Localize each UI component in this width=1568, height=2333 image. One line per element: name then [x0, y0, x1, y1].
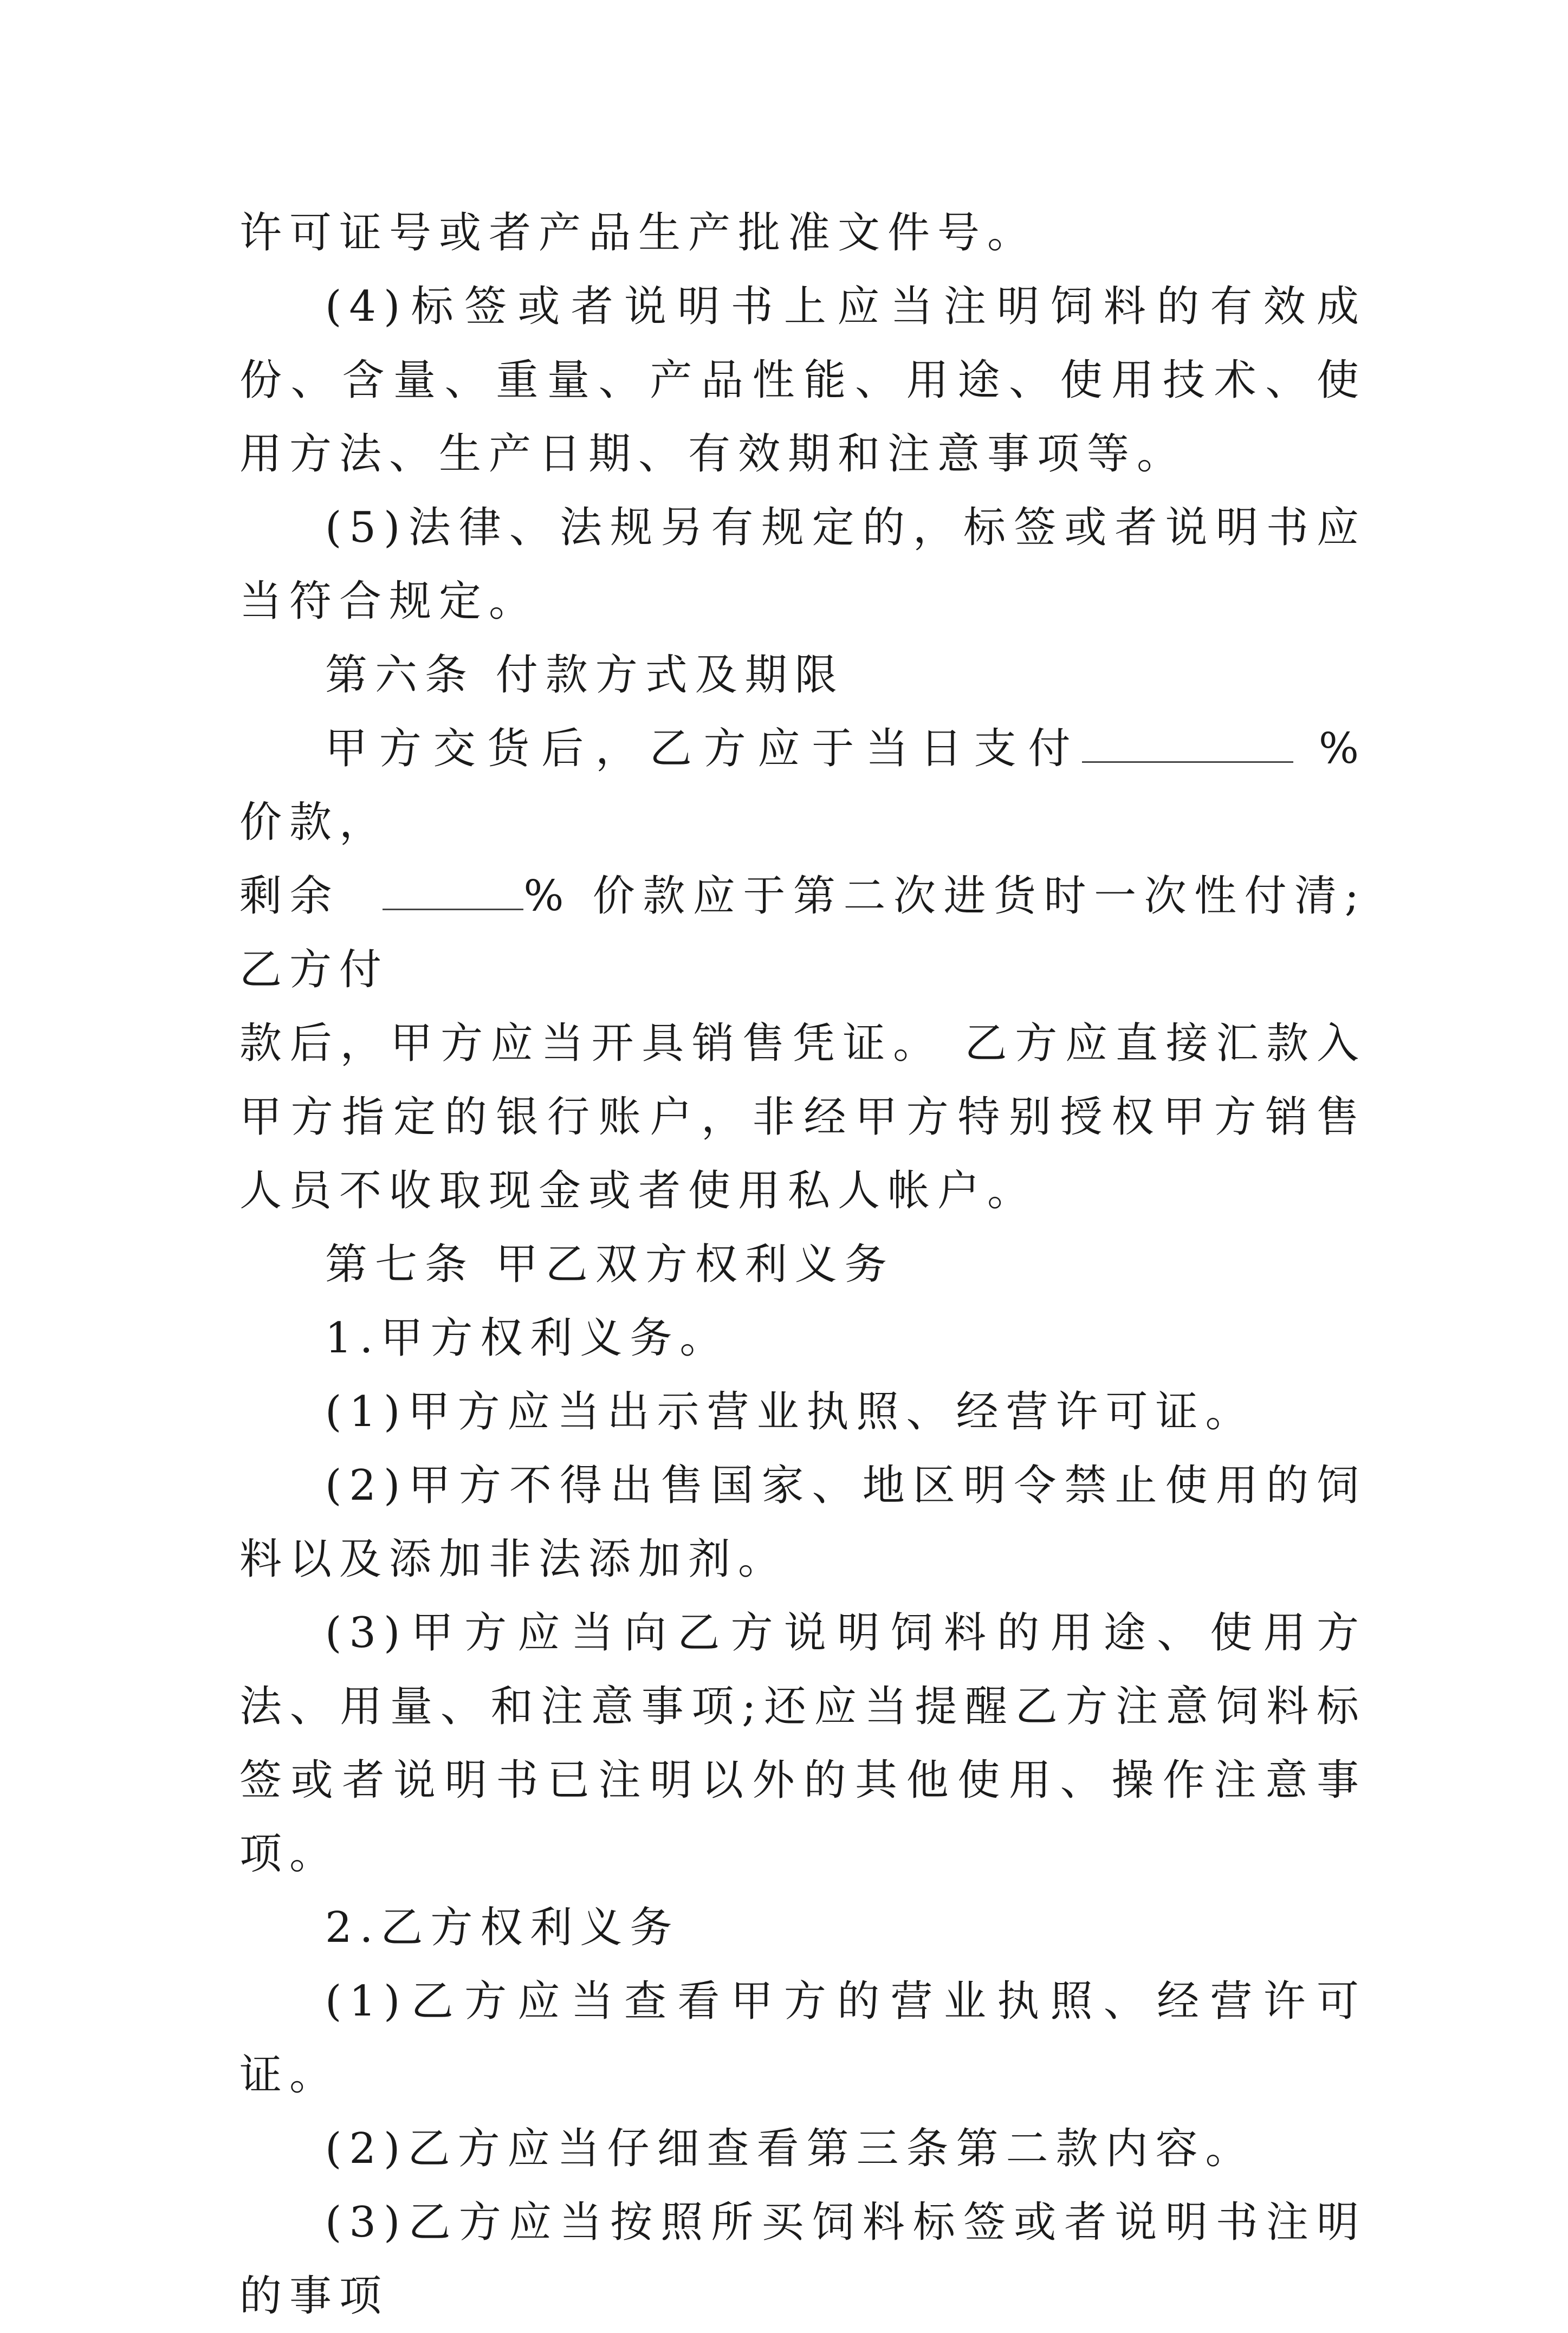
party-b-item-1: (1)乙方应当查看甲方的营业执照、经营许可证。 [239, 1977, 1366, 2099]
payment-percent-blank-2 [383, 866, 523, 910]
paragraph-legal-provision: (5)法律、法规另有规定的，标签或者说明书应当符合规定。 [239, 503, 1366, 626]
payment-text-2: % 价款， [239, 724, 1366, 847]
payment-text-1: 甲方交货后，乙方应于当日支付 [325, 724, 1083, 773]
party-a-item-3: (3)甲方应当向乙方说明饲料的用途、使用方法、用量、和注意事项;还应当提醒乙方注意饲料标签或者说明书已注明以外的其他使用、操作注意事项。 [239, 1609, 1366, 1878]
document-body [239, 196, 1366, 2333]
paragraph-payment-receipt: 款后，甲方应当开具销售凭证。 乙方应直接汇款入甲方指定的银行账户，非经甲方特别授权甲方销售人员不收取现金或者使用私人帐户。 [239, 1019, 1366, 1215]
party-b-item-3: (3)乙方应当按照所买饲料标签或者说明书注明的事项 [239, 2198, 1366, 2321]
party-b-item-2: (2)乙方应当仔细查看第三条第二款内容。 [325, 2124, 1255, 2173]
article-seven-heading: 第七条 甲乙双方权利义务 [325, 1240, 895, 1289]
paragraph-payment-terms [239, 712, 1366, 1007]
payment-text-4: % 价款应于第二次进货时一次性付清;乙方付 [239, 872, 1366, 994]
paragraph-license-number: 许可证号或者产品生产批准文件号。 [239, 209, 1038, 257]
party-b-rights-heading: 2.乙方权利义务 [325, 1903, 680, 1952]
payment-text-3: 剩余 [239, 872, 361, 921]
party-a-item-2: (2)甲方不得出售国家、地区明令禁止使用的饲料以及添加非法添加剂。 [239, 1461, 1366, 1584]
article-six-heading: 第六条 付款方式及期限 [325, 651, 845, 699]
party-a-rights-heading: 1.甲方权利义务。 [325, 1314, 730, 1363]
paragraph-label-content: (4)标签或者说明书上应当注明饲料的有效成份、含量、重量、产品性能、用途、使用技术、使用方法、生产日期、有效期和注意事项等。 [239, 282, 1366, 478]
payment-percent-blank-1 [1082, 719, 1293, 763]
party-a-item-1: (1)甲方应当出示营业执照、经营许可证。 [325, 1388, 1255, 1436]
